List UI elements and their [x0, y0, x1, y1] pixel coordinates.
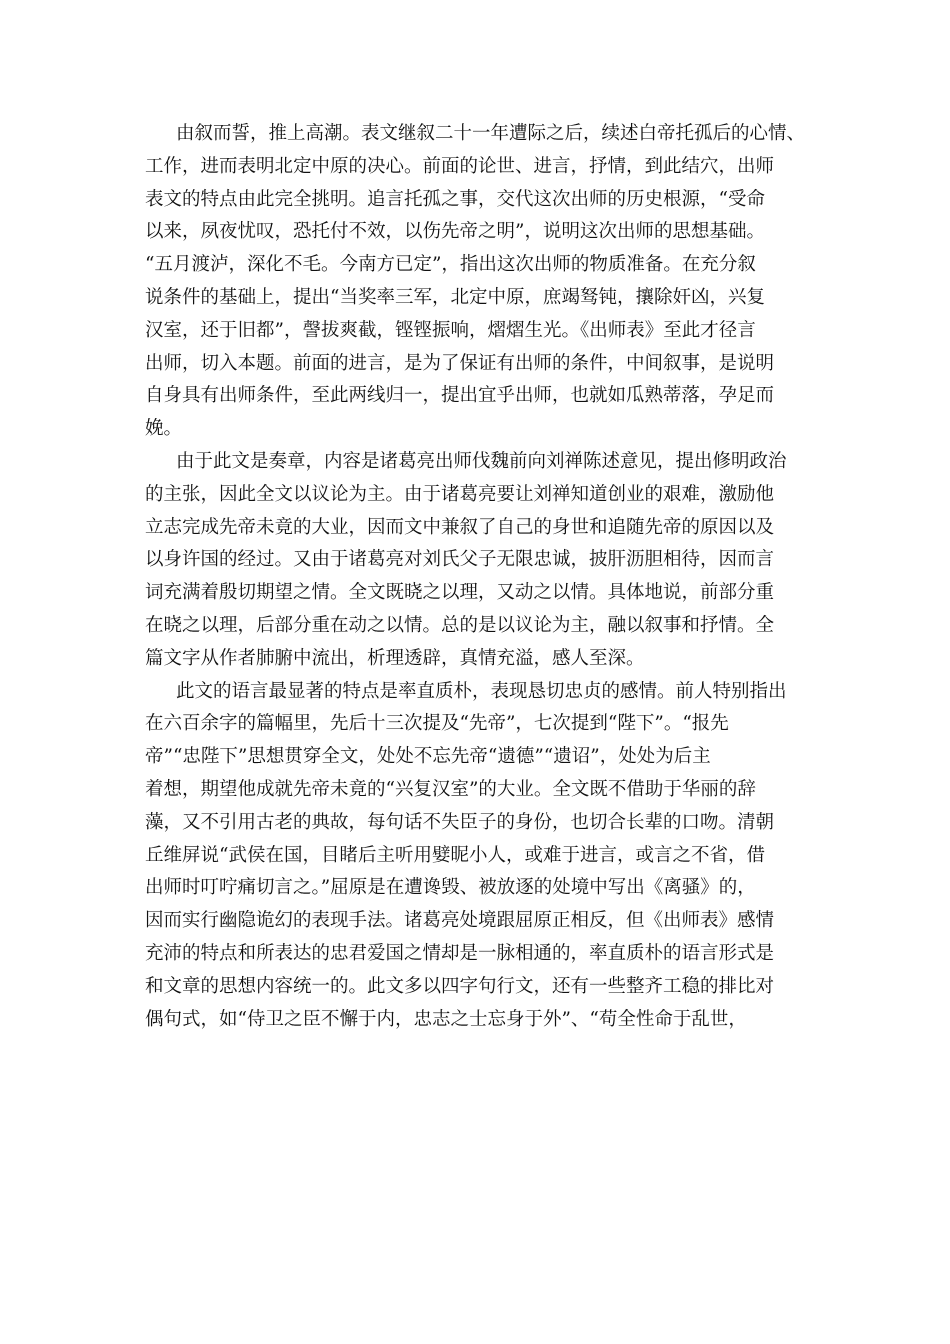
text-line: 以身许国的经过。又由于诸葛亮对刘氏父子无限忠诚，披肝沥胆相待，因而言: [145, 549, 775, 571]
text-line: “五月渡泸，深化不毛。今南方已定”，指出这次出师的物质准备。在充分叙: [145, 254, 756, 276]
text-line: 因而实行幽隐诡幻的表现手法。诸葛亮处境跟屈原正相反，但《出师表》感情: [145, 910, 775, 932]
text-line: 自身具有出师条件，至此两线归一，提出宜乎出师，也就如瓜熟蒂落，孕足而: [145, 385, 775, 407]
text-line: 帝”“忠陛下”思想贯穿全文，处处不忘先帝“遗德”“遗诏”，处处为后主: [145, 746, 711, 768]
text-line: 由于此文是奏章，内容是诸葛亮出师伐魏前向刘禅陈述意见，提出修明政治: [176, 450, 787, 472]
text-line: 由叙而誓，推上高潮。表文继叙二十一年遭际之后，续述白帝托孤后的心情、: [176, 123, 806, 144]
document-body: [145, 118, 815, 1036]
text-line: 出师，切入本题。前面的进言，是为了保证有出师的条件，中间叙事，是说明: [145, 352, 775, 374]
text-line: 的主张，因此全文以议论为主。由于诸葛亮要让刘禅知道创业的艰难，激励他: [145, 483, 775, 505]
text-line: 在六百余字的篇幅里，先后十三次提及“先帝”，七次提到“陛下”。“报先: [145, 713, 729, 735]
text-line: 立志完成先帝未竟的大业，因而文中兼叙了自己的身世和追随先帝的原因以及: [145, 516, 775, 538]
text-line: 表文的特点由此完全挑明。追言托孤之事，交代这次出师的历史根源，“受命: [145, 188, 765, 210]
text-line: 篇文字从作者肺腑中流出，析理透辟，真情充溢，感人至深。: [145, 647, 645, 669]
paragraph: [145, 118, 815, 446]
text-line: 汉室，还于旧都”，謦拔爽截，铿铿振响，熠熠生光。《出师表》至此才径言: [145, 319, 756, 341]
text-line: 出师时叮咛痛切言之。”屈原是在遭谗毁、被放逐的处境中写出《离骚》的，: [145, 877, 756, 899]
text-line: 和文章的思想内容统一的。此文多以四字句行文，还有一些整齐工稳的排比对: [145, 975, 775, 997]
text-line: 在晓之以理，后部分重在动之以情。总的是以议论为主，融以叙事和抒情。全: [145, 614, 775, 636]
text-line: 词充满着殷切期望之情。全文既晓之以理，又动之以情。具体地说，前部分重: [145, 582, 775, 604]
paragraph: [145, 676, 815, 1037]
text-line: 偶句式，如“侍卫之臣不懈于内，忠志之士忘身于外”、“苟全性命于乱世，: [145, 1008, 747, 1030]
text-line: 充沛的特点和所表达的忠君爱国之情却是一脉相通的，率直质朴的语言形式是: [145, 942, 775, 964]
text-line: 此文的语言最显著的特点是率直质朴，表现恳切忠贞的感情。前人特别指出: [176, 680, 787, 702]
text-line: 着想，期望他成就先帝未竟的“兴复汉室”的大业。全文既不借助于华丽的辞: [145, 778, 756, 800]
paragraph: [145, 446, 815, 676]
text-line: 藻，又不引用古老的典故，每句话不失臣子的身份，也切合长辈的口吻。清朝: [145, 811, 775, 833]
text-line: 以来，夙夜忧叹，恐托付不效，以伤先帝之明”，说明这次出师的思想基础。: [145, 221, 765, 243]
text-line: 丘维屏说“武侯在国，目睹后主听用嬖昵小人，或难于进言，或言之不省，借: [145, 844, 765, 866]
text-line: 娩。: [145, 418, 183, 440]
text-line: 工作，进而表明北定中原的决心。前面的论世、进言，抒情，到此结穴，出师: [145, 155, 775, 177]
text-line: 说条件的基础上，提出“当奖率三军，北定中原，庶竭驽钝，攘除奸凶，兴复: [145, 286, 765, 308]
